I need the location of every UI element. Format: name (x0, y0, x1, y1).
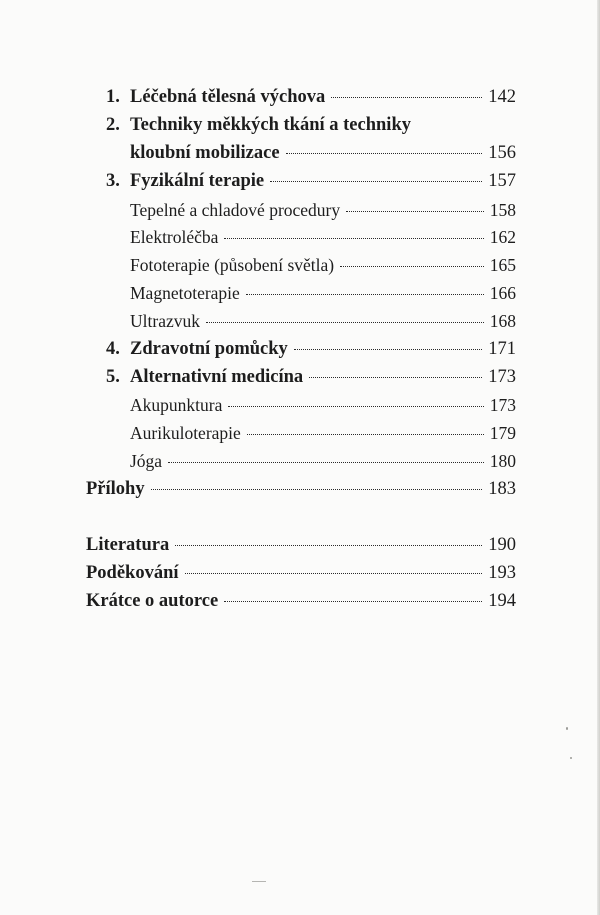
dot-leader (286, 152, 483, 154)
toc-subentry (130, 448, 516, 474)
toc-entry-title: Zdravotní pomůcky (130, 339, 288, 359)
toc-entry-number: 2. (106, 115, 120, 135)
toc-subentry-page: 173 (489, 395, 516, 415)
toc-entry-page: 193 (488, 563, 516, 583)
toc-entry-number: 3. (106, 171, 120, 191)
dot-leader (168, 461, 484, 463)
toc-subentry (130, 308, 516, 334)
toc-subentry-page: 162 (489, 227, 516, 247)
toc-subentry-page: 180 (489, 451, 516, 471)
toc-entry-literature (86, 532, 516, 558)
toc-subentry-title: Tepelné a chladové procedury (130, 200, 341, 220)
toc-subentry-title: Fototerapie (působení světla) (130, 255, 335, 275)
dot-leader (340, 265, 484, 267)
dot-leader (175, 544, 482, 546)
toc-entry-title-continued: kloubní mobilizace (130, 143, 280, 163)
toc-subentry-title: Elektroléčba (130, 227, 219, 247)
dot-leader (228, 405, 483, 407)
toc-subentry-page: 165 (489, 255, 516, 275)
toc-subentry-title: Magnetoterapie (130, 283, 240, 303)
toc-subentry (130, 392, 516, 418)
dot-leader (309, 376, 482, 378)
scan-dash (252, 881, 266, 882)
toc-subentry (130, 224, 516, 250)
dot-leader (151, 488, 483, 490)
toc-entry-acknowledgements (86, 560, 516, 586)
toc-entry-number: 5. (106, 367, 120, 387)
dot-leader (331, 96, 482, 98)
toc-entry-page: 156 (488, 143, 516, 163)
dot-leader (246, 293, 484, 295)
dot-leader (346, 210, 484, 212)
toc-subentry (130, 420, 516, 446)
toc-entry-title: Literatura (86, 535, 170, 555)
toc-entry-title: Poděkování (86, 563, 179, 583)
toc-subentry-page: 179 (489, 423, 516, 443)
dot-leader (294, 348, 482, 350)
toc-entry-page: 173 (488, 367, 516, 387)
toc-entry-appendix (86, 476, 516, 502)
toc-entry-3 (106, 168, 516, 194)
toc-subentry-page: 168 (489, 311, 516, 331)
toc-entry-number: 4. (106, 339, 120, 359)
toc-subentry-title: Jóga (130, 451, 163, 471)
scan-speck (570, 757, 572, 759)
toc-entry-title: Fyzikální terapie (130, 171, 265, 191)
toc-entry-title: Alternativní medicína (130, 367, 304, 387)
toc-entry-about-author (86, 588, 516, 614)
toc-entry-page: 142 (488, 87, 516, 107)
dot-leader (270, 180, 482, 182)
toc-subentry (130, 252, 516, 278)
toc-entry-title: Léčebná tělesná výchova (130, 87, 326, 107)
toc-subentry (130, 280, 516, 306)
toc-subentry-title: Aurikuloterapie (130, 423, 241, 443)
toc-subentry-title: Akupunktura (130, 395, 223, 415)
toc-entry-title: Techniky měkkých tkání a techniky (130, 115, 411, 135)
toc-subentry-page: 158 (489, 200, 516, 220)
toc-subentry (130, 197, 516, 223)
toc-entry-page: 194 (488, 591, 516, 611)
toc-entry-title: Přílohy (86, 479, 145, 499)
toc-entry-2-first-line (106, 112, 411, 138)
toc-entry-page: 190 (488, 535, 516, 555)
toc-entry-page: 171 (488, 339, 516, 359)
toc-entry-page: 157 (488, 171, 516, 191)
toc-entry-4 (106, 336, 516, 362)
dot-leader (206, 321, 484, 323)
dot-leader (224, 237, 483, 239)
dot-leader (247, 433, 484, 435)
toc-entry-title: Krátce o autorce (86, 591, 219, 611)
dot-leader (224, 600, 482, 602)
toc-subentry-title: Ultrazvuk (130, 311, 200, 331)
toc-entry-page: 183 (488, 479, 516, 499)
toc-entry-2 (130, 140, 516, 166)
toc-entry-5 (106, 364, 516, 390)
scan-speck (566, 727, 568, 730)
toc-entry-1 (106, 84, 516, 110)
dot-leader (185, 572, 483, 574)
toc-subentry-page: 166 (489, 283, 516, 303)
toc-entry-number: 1. (106, 87, 120, 107)
